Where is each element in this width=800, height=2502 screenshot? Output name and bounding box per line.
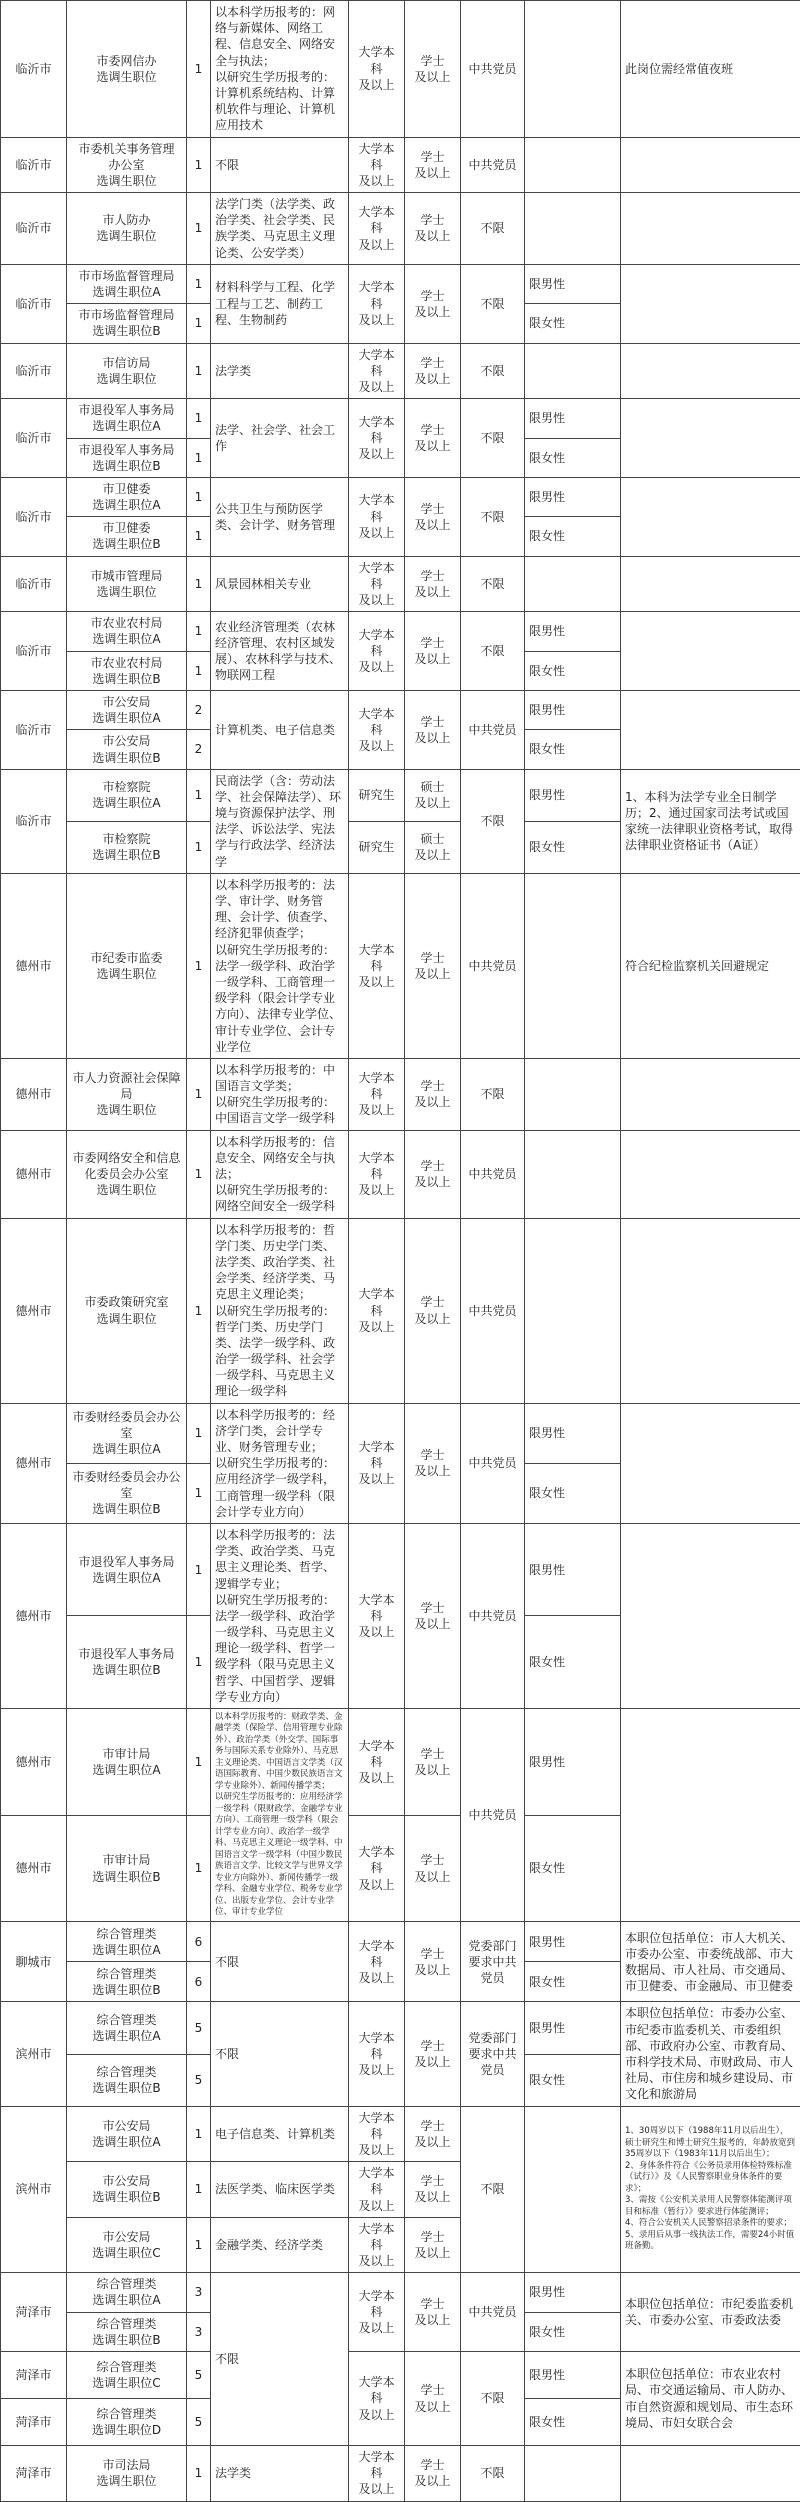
education-cell: 大学本科 及以上 (349, 2273, 405, 2352)
gender-cell: 限男性 (525, 399, 621, 438)
city-cell: 临沂市 (1, 1, 67, 138)
gender-cell: 限女性 (525, 1616, 621, 1709)
major-cell: 不限 (211, 137, 349, 193)
position-cell: 市公安局 选调生职位A (67, 2106, 187, 2162)
position-cell: 综合管理类 选调生职位A (67, 1922, 187, 1962)
politics-cell: 中共党员 (461, 1218, 525, 1403)
city-cell: 临沂市 (1, 193, 67, 265)
politics-cell: 中共党员 (461, 873, 525, 1058)
education-cell: 大学本科 及以上 (349, 399, 405, 478)
politics-cell: 中共党员 (461, 137, 525, 193)
city-cell: 德州市 (1, 1058, 67, 1130)
table-row (1, 477, 800, 516)
quota-cell: 1 (187, 2106, 211, 2162)
politics-cell: 中共党员 (461, 1709, 525, 1922)
major-cell: 法学类 (211, 2446, 349, 2502)
table-row (1, 2106, 800, 2162)
quota-cell: 1 (187, 264, 211, 303)
table-row (1, 137, 800, 193)
gender-cell: 限男性 (525, 264, 621, 303)
table-row (1, 2446, 800, 2502)
remark-cell: 本职位包括单位：市人大机关、市委办公室、市委统战部、市大数据局、市人社局、市交通局、市卫健委、市金融局、市卫健委 (621, 1922, 800, 2002)
degree-cell: 学士 及以上 (405, 264, 461, 343)
city-cell: 德州市 (1, 1815, 67, 1922)
quota-cell: 1 (187, 1058, 211, 1130)
table-row (1, 873, 800, 1058)
table-row (1, 1058, 800, 1130)
gender-cell: 限女性 (525, 730, 621, 769)
remark-cell: 本职位包括单位：市委办公室、市纪委市监委机关、市委组织部、市政府办公室、市教育局、市科学技术局、市财政局、市人社局、市住房和城乡建设局、市文化和旅游局 (621, 2002, 800, 2106)
gender-cell (525, 1218, 621, 1403)
degree-cell: 学士 及以上 (405, 1709, 461, 1816)
major-cell: 公共卫生与预防医学类、会计学、财务管理 (211, 477, 349, 556)
education-cell: 大学本科 及以上 (349, 690, 405, 769)
education-cell: 大学本科 及以上 (349, 1, 405, 138)
city-cell: 临沂市 (1, 137, 67, 193)
remark-cell: 1、本科为法学专业全日制学历；2、通过国家司法考试或国家统一法律职业资格考试，取得法律职业资格证书（A证） (621, 769, 800, 873)
degree-cell: 学士 及以上 (405, 477, 461, 556)
remark-cell: 此岗位需经常值夜班 (621, 1, 800, 138)
quota-cell: 1 (187, 873, 211, 1058)
position-cell: 市退役军人事务局 选调生职位A (67, 399, 187, 438)
gender-cell (525, 193, 621, 265)
city-cell: 临沂市 (1, 690, 67, 769)
position-cell: 市城市管理局 选调生职位 (67, 556, 187, 612)
city-cell: 德州市 (1, 1218, 67, 1403)
position-cell: 市公安局 选调生职位B (67, 2162, 187, 2218)
quota-cell: 5 (187, 2054, 211, 2106)
remark-cell (621, 399, 800, 478)
degree-cell: 学士 及以上 (405, 873, 461, 1058)
city-cell: 德州市 (1, 1523, 67, 1708)
major-cell: 法学门类（法学类、政治学类、社会学类、民族学类、马克思主义理论类、公安学类） (211, 193, 349, 265)
position-cell: 市卫健委 选调生职位A (67, 477, 187, 516)
gender-cell: 限男性 (525, 769, 621, 821)
position-cell: 市司法局 选调生职位 (67, 2446, 187, 2502)
education-cell: 大学本科 及以上 (349, 556, 405, 612)
quota-cell: 3 (187, 2312, 211, 2351)
degree-cell: 学士 及以上 (405, 399, 461, 478)
politics-cell: 不限 (461, 193, 525, 265)
education-cell: 大学本科 及以上 (349, 343, 405, 399)
degree-cell: 学士 及以上 (405, 1922, 461, 2002)
education-cell: 大学本科 及以上 (349, 1403, 405, 1523)
degree-cell: 学士 及以上 (405, 1218, 461, 1403)
gender-cell: 限女性 (525, 651, 621, 690)
politics-cell: 不限 (461, 612, 525, 691)
remark-cell (621, 1709, 800, 1922)
major-cell: 以本科学历报考的：经济学门类，会计学专业、财务管理专业； 以研究生学历报考的：应用经济学一级学科，工商管理一级学科（限会计学专业方向） (211, 1403, 349, 1523)
gender-cell: 限男性 (525, 612, 621, 651)
position-cell: 市市场监督管理局 选调生职位A (67, 264, 187, 303)
quota-cell: 1 (187, 556, 211, 612)
position-cell: 市纪委市监委 选调生职位 (67, 873, 187, 1058)
major-cell: 不限 (211, 1922, 349, 2002)
major-cell: 法学、社会学、社会工作 (211, 399, 349, 478)
position-cell: 市人防办 选调生职位 (67, 193, 187, 265)
city-cell: 菏泽市 (1, 2273, 67, 2352)
city-cell: 德州市 (1, 1709, 67, 1816)
gender-cell: 限男性 (525, 690, 621, 729)
quota-cell: 3 (187, 2273, 211, 2312)
quota-cell: 1 (187, 477, 211, 516)
major-cell: 以本科学历报考的：信息安全、网络安全与执法； 以研究生学历报考的：网络空间安全一级学科 (211, 1130, 349, 1218)
major-cell: 以本科学历报考的：财政学类、金融学类（保险学、信用管理专业除外）、政治学类（外交学、国际事务与国际关系专业除外）、马克思主义理论类、中国语言文学类（汉语国际教育、中国少数民族语言文学专业除外）、新闻传播学类； 以研究生学历报考的：应用经济学一级学科（限财政学、金融学专业方向）、工商管理一级学科（限会计学专业方向）、政治学一级学科、马克思主义理论一级学科、中国语言文学一级学科（中国少数民族语言文学、比较文学与世界文学专业方向除外）、新闻传播学一级学科、金融专业学位、税务专业学位、出版专业学位、会计专业学位、审计专业学位 (211, 1709, 349, 1922)
position-cell: 市卫健委 选调生职位B (67, 517, 187, 556)
quota-cell: 1 (187, 1130, 211, 1218)
education-cell: 大学本科 及以上 (349, 2217, 405, 2273)
city-cell: 临沂市 (1, 769, 67, 873)
education-cell: 研究生 (349, 821, 405, 873)
table-row (1, 1, 800, 138)
position-cell: 综合管理类 选调生职位D (67, 2399, 187, 2446)
city-cell: 临沂市 (1, 477, 67, 556)
quota-cell: 1 (187, 1, 211, 138)
politics-cell: 中共党员 (461, 690, 525, 769)
remark-cell (621, 343, 800, 399)
city-cell: 临沂市 (1, 343, 67, 399)
table-row (1, 343, 800, 399)
table-body (1, 1, 800, 2502)
position-cell: 市审计局 选调生职位A (67, 1709, 187, 1816)
position-cell: 市检察院 选调生职位B (67, 821, 187, 873)
quota-cell: 2 (187, 690, 211, 729)
gender-cell (525, 1058, 621, 1130)
degree-cell: 学士 及以上 (405, 2002, 461, 2106)
politics-cell: 不限 (461, 399, 525, 478)
politics-cell: 不限 (461, 769, 525, 873)
city-cell: 德州市 (1, 1130, 67, 1218)
major-cell: 不限 (211, 2273, 349, 2446)
table-row (1, 2352, 800, 2399)
table-row (1, 2002, 800, 2054)
table-row (1, 612, 800, 651)
major-cell: 计算机类、电子信息类 (211, 690, 349, 769)
quota-cell: 1 (187, 193, 211, 265)
gender-cell: 限女性 (525, 821, 621, 873)
education-cell: 大学本科 及以上 (349, 2106, 405, 2162)
remark-cell (621, 1058, 800, 1130)
remark-cell: 符合纪检监察机关回避规定 (621, 873, 800, 1058)
position-cell: 市委财经委员会办公室 选调生职位B (67, 1463, 187, 1523)
degree-cell: 学士 及以上 (405, 2273, 461, 2352)
position-cell: 综合管理类 选调生职位B (67, 2054, 187, 2106)
gender-cell (525, 873, 621, 1058)
education-cell: 大学本科 及以上 (349, 1523, 405, 1708)
gender-cell (525, 2446, 621, 2502)
quota-cell: 1 (187, 1815, 211, 1922)
education-cell: 大学本科 及以上 (349, 2352, 405, 2446)
politics-cell: 不限 (461, 264, 525, 343)
major-cell: 民商法学（含：劳动法学、社会保障法学）、环境与资源保护法学、刑法学、诉讼法学、宪法学与行政法学、经济法学 (211, 769, 349, 873)
quota-cell: 1 (187, 1523, 211, 1616)
politics-cell: 中共党员 (461, 1130, 525, 1218)
gender-cell: 限女性 (525, 1463, 621, 1523)
major-cell: 法医学类、临床医学类 (211, 2162, 349, 2218)
table-row (1, 1403, 800, 1463)
position-cell: 市农业农村局 选调生职位A (67, 612, 187, 651)
gender-cell: 限男性 (525, 2273, 621, 2312)
position-cell: 市退役军人事务局 选调生职位A (67, 1523, 187, 1616)
degree-cell: 学士 及以上 (405, 2352, 461, 2446)
table-row (1, 769, 800, 821)
degree-cell: 学士 及以上 (405, 2446, 461, 2502)
position-cell: 市退役军人事务局 选调生职位B (67, 438, 187, 477)
quota-cell: 1 (187, 821, 211, 873)
education-cell: 大学本科 及以上 (349, 873, 405, 1058)
remark-cell (621, 193, 800, 265)
politics-cell: 不限 (461, 556, 525, 612)
quota-cell: 1 (187, 769, 211, 821)
education-cell: 大学本科 及以上 (349, 1815, 405, 1922)
quota-cell: 1 (187, 1616, 211, 1709)
gender-cell: 限女性 (525, 1815, 621, 1922)
politics-cell: 中共党员 (461, 1523, 525, 1708)
gender-cell: 限女性 (525, 517, 621, 556)
politics-cell: 中共党员 (461, 1, 525, 138)
major-cell: 材料科学与工程、化学工程与工艺、制药工程、生物制药 (211, 264, 349, 343)
city-cell: 临沂市 (1, 556, 67, 612)
major-cell: 以本科学历报考的：网络与新媒体、网络工程、信息安全、网络安全与执法； 以研究生学历报考的：计算机系统结构、计算机软件与理论、计算机应用技术 (211, 1, 349, 138)
education-cell: 大学本科 及以上 (349, 477, 405, 556)
position-cell: 市信访局 选调生职位 (67, 343, 187, 399)
remark-cell (621, 1130, 800, 1218)
table-row (1, 193, 800, 265)
table-row (1, 1218, 800, 1403)
degree-cell: 学士 及以上 (405, 193, 461, 265)
degree-cell: 硕士 及以上 (405, 769, 461, 821)
major-cell: 以本科学历报考的：法学、审计学、财务管理、会计学、侦查学、经济犯罪侦查学； 以研究生学历报考的：法学一级学科、政治学一级学科、工商管理一级学科（限会计学专业方向）、法律专业学位、审计专业学位、会计专业学位 (211, 873, 349, 1058)
table-row (1, 399, 800, 438)
quota-cell: 6 (187, 1922, 211, 1962)
remark-cell (621, 264, 800, 343)
degree-cell: 硕士 及以上 (405, 821, 461, 873)
remark-cell (621, 690, 800, 769)
position-cell: 综合管理类 选调生职位C (67, 2352, 187, 2399)
politics-cell: 不限 (461, 2446, 525, 2502)
quota-cell: 5 (187, 2399, 211, 2446)
city-cell: 临沂市 (1, 264, 67, 343)
gender-cell: 限男性 (525, 2352, 621, 2399)
position-cell: 市公安局 选调生职位B (67, 730, 187, 769)
degree-cell: 学士 及以上 (405, 556, 461, 612)
table-row (1, 264, 800, 303)
table-row (1, 690, 800, 729)
table-row (1, 1922, 800, 1962)
education-cell: 大学本科 及以上 (349, 612, 405, 691)
remark-cell (621, 477, 800, 556)
quota-cell: 1 (187, 343, 211, 399)
major-cell: 风景园林相关专业 (211, 556, 349, 612)
quota-cell: 1 (187, 2217, 211, 2273)
table-row (1, 1130, 800, 1218)
education-cell: 研究生 (349, 769, 405, 821)
degree-cell: 学士 及以上 (405, 2106, 461, 2162)
major-cell: 不限 (211, 2002, 349, 2106)
education-cell: 大学本科 及以上 (349, 264, 405, 343)
degree-cell: 学士 及以上 (405, 1130, 461, 1218)
position-cell: 市审计局 选调生职位B (67, 1815, 187, 1922)
politics-cell: 党委部门要求中共党员 (461, 1922, 525, 2002)
degree-cell: 学士 及以上 (405, 1815, 461, 1922)
position-cell: 市委网络安全和信息化委员会办公室 选调生职位 (67, 1130, 187, 1218)
position-cell: 市检察院 选调生职位A (67, 769, 187, 821)
city-cell: 菏泽市 (1, 2446, 67, 2502)
gender-cell: 限男性 (525, 2002, 621, 2054)
gender-cell (525, 556, 621, 612)
degree-cell: 学士 及以上 (405, 343, 461, 399)
table-row (1, 1709, 800, 1816)
remark-cell (621, 2446, 800, 2502)
position-cell: 市退役军人事务局 选调生职位B (67, 1616, 187, 1709)
position-cell: 市公安局 选调生职位C (67, 2217, 187, 2273)
quota-cell: 2 (187, 730, 211, 769)
city-cell: 临沂市 (1, 612, 67, 691)
degree-cell: 学士 及以上 (405, 2162, 461, 2218)
education-cell: 大学本科 及以上 (349, 1218, 405, 1403)
major-cell: 农业经济管理类（农林经济管理、农村区域发展）、农林科学与技术、物联网工程 (211, 612, 349, 691)
table-row (1, 1523, 800, 1616)
quota-cell: 1 (187, 2446, 211, 2502)
table-row (1, 556, 800, 612)
remark-cell (621, 1523, 800, 1708)
gender-cell: 限女性 (525, 2399, 621, 2446)
position-cell: 市委网信办 选调生职位 (67, 1, 187, 138)
remark-cell (621, 1218, 800, 1403)
quota-cell: 5 (187, 2002, 211, 2054)
gender-cell: 限男性 (525, 1523, 621, 1616)
politics-cell: 不限 (461, 2106, 525, 2273)
degree-cell: 学士 及以上 (405, 137, 461, 193)
position-cell: 市市场监督管理局 选调生职位B (67, 304, 187, 343)
gender-cell: 限男性 (525, 477, 621, 516)
quota-cell: 1 (187, 438, 211, 477)
gender-cell: 限女性 (525, 304, 621, 343)
major-cell: 以本科学历报考的：中国语言文学类； 以研究生学历报考的：中国语言文学一级学科 (211, 1058, 349, 1130)
quota-cell: 5 (187, 2352, 211, 2399)
quota-cell: 1 (187, 651, 211, 690)
education-cell: 大学本科 及以上 (349, 2002, 405, 2106)
city-cell: 菏泽市 (1, 2352, 67, 2399)
degree-cell: 学士 及以上 (405, 1, 461, 138)
position-cell: 市委政策研究室 选调生职位 (67, 1218, 187, 1403)
position-cell: 综合管理类 选调生职位B (67, 1962, 187, 2002)
gender-cell: 限女性 (525, 2312, 621, 2351)
gender-cell: 限男性 (525, 1403, 621, 1463)
remark-cell: 本职位包括单位：市农业农村局、市交通运输局、市人防办、市自然资源和规划局、市生态环境局、市妇女联合会 (621, 2352, 800, 2446)
position-cell: 市人力资源社会保障局 选调生职位 (67, 1058, 187, 1130)
politics-cell: 不限 (461, 477, 525, 556)
position-cell: 市公安局 选调生职位A (67, 690, 187, 729)
city-cell: 德州市 (1, 1403, 67, 1523)
education-cell: 大学本科 及以上 (349, 137, 405, 193)
city-cell: 临沂市 (1, 399, 67, 478)
position-cell: 综合管理类 选调生职位A (67, 2273, 187, 2312)
gender-cell (525, 137, 621, 193)
politics-cell: 中共党员 (461, 2273, 525, 2352)
position-cell: 市委机关事务管理 办公室 选调生职位 (67, 137, 187, 193)
position-cell: 市委财经委员会办公室 选调生职位A (67, 1403, 187, 1463)
quota-cell: 1 (187, 399, 211, 438)
quota-cell: 1 (187, 612, 211, 651)
degree-cell: 学士 及以上 (405, 612, 461, 691)
gender-cell: 限女性 (525, 438, 621, 477)
quota-cell: 1 (187, 304, 211, 343)
gender-cell (525, 343, 621, 399)
education-cell: 大学本科 及以上 (349, 1922, 405, 2002)
education-cell: 大学本科 及以上 (349, 2162, 405, 2218)
education-cell: 大学本科 及以上 (349, 193, 405, 265)
politics-cell: 不限 (461, 2352, 525, 2446)
politics-cell: 中共党员 (461, 1403, 525, 1523)
quota-cell: 1 (187, 1463, 211, 1523)
quota-cell: 6 (187, 1962, 211, 2002)
degree-cell: 学士 及以上 (405, 1403, 461, 1523)
major-cell: 电子信息类、计算机类 (211, 2106, 349, 2162)
city-cell: 聊城市 (1, 1922, 67, 2002)
table-row (1, 2273, 800, 2312)
politics-cell: 不限 (461, 1058, 525, 1130)
degree-cell: 学士 及以上 (405, 1523, 461, 1708)
politics-cell: 党委部门要求中共党员 (461, 2002, 525, 2106)
quota-cell: 1 (187, 1218, 211, 1403)
remark-cell (621, 1403, 800, 1523)
major-cell: 以本科学历报考的：法学类、政治学类、马克思主义理论类、哲学、逻辑学专业； 以研究生学历报考的：法学一级学科、政治学一级学科、马克思主义理论一级学科、哲学一级学科（限马克思主义哲学、中国哲学、逻辑学专业方向） (211, 1523, 349, 1708)
degree-cell: 学士 及以上 (405, 1058, 461, 1130)
remark-cell: 1、30周岁以下（1988年11月以后出生），硕士研究生和博士研究生报考的，年龄放宽到35周岁以下（1983年11月以后出生）； 2、身体条件符合《公务员录用体检特殊标准（试行）》及《人民警察职业身体条件的要求》； 3、需按《公安机关录用人民警察体能测评项目和标准（暂行）》要求进行体能测评； 4、符合公安机关人民警察招录条件的要求； 5、录用后从事一线执法工作，需要24小时值班备勤。 (621, 2106, 800, 2273)
remark-cell (621, 556, 800, 612)
gender-cell: 限男性 (525, 1922, 621, 1962)
gender-cell (525, 1130, 621, 1218)
major-cell: 法学类 (211, 343, 349, 399)
city-cell: 滨州市 (1, 2002, 67, 2106)
major-cell: 金融学类、经济学类 (211, 2217, 349, 2273)
gender-cell: 限女性 (525, 2054, 621, 2106)
position-cell: 综合管理类 选调生职位A (67, 2002, 187, 2054)
remark-cell: 本职位包括单位：市纪委监委机关、市委办公室、市委政法委 (621, 2273, 800, 2352)
quota-cell: 1 (187, 1403, 211, 1463)
degree-cell: 学士 及以上 (405, 2217, 461, 2273)
quota-cell: 1 (187, 137, 211, 193)
gender-cell: 限男性 (525, 1709, 621, 1816)
city-cell: 德州市 (1, 873, 67, 1058)
gender-cell (525, 2106, 621, 2273)
major-cell: 以本科学历报考的：哲学门类、历史学门类、法学类、政治学类、社会学类、经济学类、马克思主义理论类； 以研究生学历报考的：哲学门类、历史学门类、法学一级学科、政治学一级学科、社会学一级学科、马克思主义理论一级学科 (211, 1218, 349, 1403)
quota-cell: 1 (187, 2162, 211, 2218)
quota-cell: 1 (187, 1709, 211, 1816)
quota-cell: 1 (187, 517, 211, 556)
degree-cell: 学士 及以上 (405, 690, 461, 769)
education-cell: 大学本科 及以上 (349, 1130, 405, 1218)
education-cell: 大学本科 及以上 (349, 1709, 405, 1816)
city-cell: 菏泽市 (1, 2399, 67, 2446)
education-cell: 大学本科 及以上 (349, 2446, 405, 2502)
politics-cell: 不限 (461, 343, 525, 399)
remark-cell (621, 137, 800, 193)
gender-cell: 限女性 (525, 1962, 621, 2002)
city-cell: 滨州市 (1, 2106, 67, 2273)
remark-cell (621, 612, 800, 691)
position-cell: 综合管理类 选调生职位B (67, 2312, 187, 2351)
position-cell: 市农业农村局 选调生职位B (67, 651, 187, 690)
gender-cell (525, 1, 621, 138)
education-cell: 大学本科 及以上 (349, 1058, 405, 1130)
